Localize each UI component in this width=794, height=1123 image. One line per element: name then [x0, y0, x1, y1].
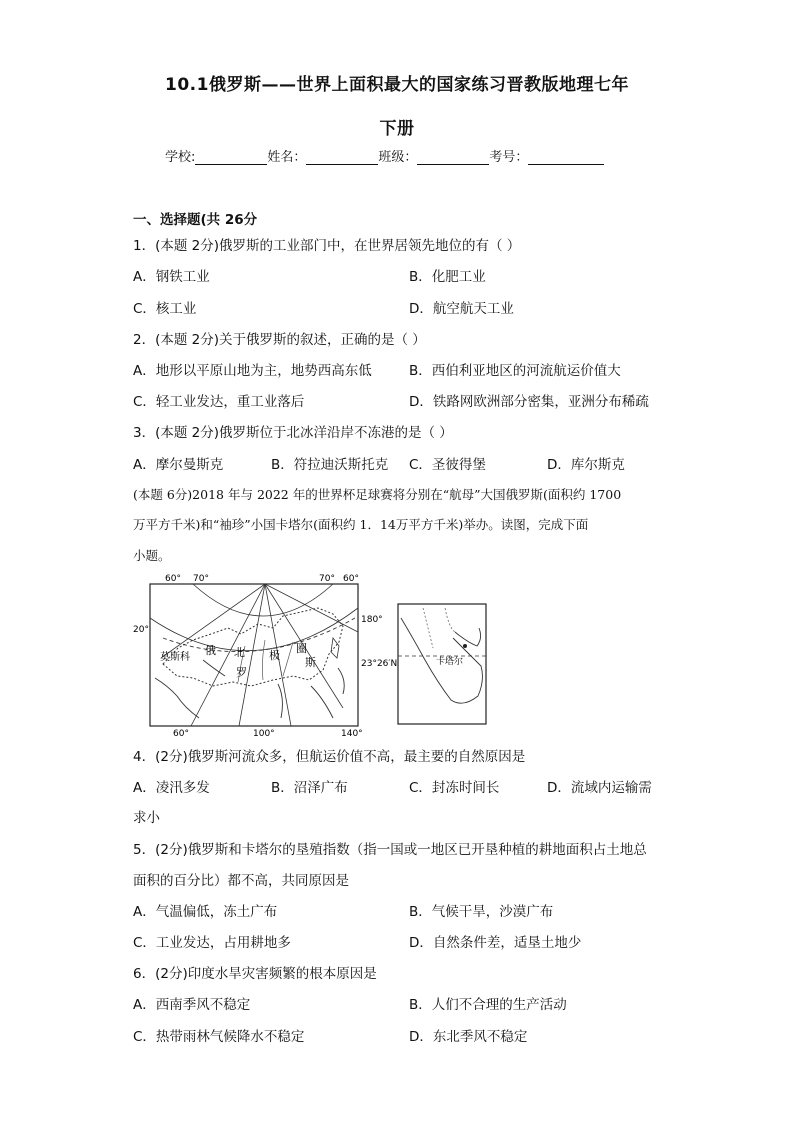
passage-line1: (本题 6分)2018 年与 2022 年的世界杯足球赛将分别在“航母”大国俄罗斯(面积约 1700 — [133, 487, 622, 502]
question-4-stem: 4．(2分)俄罗斯河流众多，但航运价值不高，最主要的自然原因是 — [133, 749, 526, 765]
question-3-stem: 3．(本题 2分)俄罗斯位于北冰洋沿岸不冻港的是（ ） — [133, 425, 453, 441]
q1-option-a[interactable]: A．钢铁工业 — [133, 269, 210, 285]
question-3-options — [133, 453, 693, 473]
moscow-label: 莫斯科 — [160, 652, 190, 663]
arctic-char-1: 北 — [234, 646, 245, 659]
lat-60-right-label: 60° — [343, 574, 359, 584]
q2-option-d[interactable]: D．铁路网欧洲部分密集，亚洲分布稀疏 — [409, 394, 649, 410]
q4-option-d-continuation: 求小 — [133, 810, 160, 826]
arctic-char-2: 极 — [269, 649, 280, 662]
question-6-options-row1 — [133, 993, 693, 1013]
class-field[interactable] — [417, 150, 489, 165]
question-6-options-row2 — [133, 1025, 693, 1045]
q3-option-b[interactable]: B．符拉迪沃斯托克 — [271, 457, 389, 473]
q5-option-b[interactable]: B．气候干旱，沙漠广布 — [409, 904, 554, 920]
question-5-stem-line1: 5．(2分)俄罗斯和卡塔尔的垦殖指数（指一国或一地区已开垦种植的耕地面积占土地总 — [133, 842, 647, 858]
q4-option-c[interactable]: C．封冻时间长 — [409, 780, 500, 796]
question-5-options-row2 — [133, 931, 693, 951]
name-label: 姓名： — [267, 150, 307, 165]
question-5-options-row1 — [133, 900, 693, 920]
class-label: 班级： — [378, 150, 418, 165]
q4-option-a[interactable]: A．凌汛多发 — [133, 780, 210, 796]
q6-option-d[interactable]: D．东北季风不稳定 — [409, 1029, 528, 1045]
q2-option-b[interactable]: B．西伯利亚地区的河流航运价值大 — [409, 363, 621, 379]
lon-100-bottom-label: 100° — [253, 729, 275, 738]
lon-70-left-label: 70° — [193, 574, 209, 584]
russia-char-2: 罗 — [236, 666, 247, 679]
question-2-options-row2 — [133, 390, 693, 410]
school-label: 学校: — [165, 150, 196, 165]
q3-option-a[interactable]: A．摩尔曼斯克 — [133, 457, 224, 473]
q5-option-d[interactable]: D．自然条件差，适垦土地少 — [409, 935, 582, 951]
q5-option-a[interactable]: A．气温偏低，冻土广布 — [133, 904, 278, 920]
student-info-row — [165, 146, 604, 165]
lon-140-bottom-label: 140° — [341, 729, 363, 738]
passage-line3: 小题。 — [133, 548, 171, 563]
question-6-stem: 6．(2分)印度水旱灾害频繁的根本原因是 — [133, 966, 377, 982]
q4-option-d[interactable]: D．流域内运输需 — [547, 780, 652, 796]
question-1-options-row2 — [133, 297, 693, 317]
russia-char-1: 俄 — [205, 644, 216, 657]
russia-char-3: 斯 — [305, 656, 316, 669]
q2-option-c[interactable]: C．轻工业发达，重工业落后 — [133, 394, 305, 410]
lat-60-left-label: 60° — [165, 574, 181, 584]
q3-option-d[interactable]: D．库尔斯克 — [547, 457, 625, 473]
russia-qatar-map — [133, 568, 493, 738]
question-2-options-row1 — [133, 359, 693, 379]
q6-option-c[interactable]: C．热带雨林气候降水不稳定 — [133, 1029, 305, 1045]
school-field[interactable] — [195, 150, 267, 165]
question-1-options-row1 — [133, 265, 693, 285]
lon-60-bottom-label: 60° — [173, 729, 189, 738]
lon-180-label: 180° — [361, 615, 383, 625]
question-1-stem: 1．(本题 2分)俄罗斯的工业部门中，在世界居领先地位的有（ ） — [133, 238, 521, 254]
q1-option-c[interactable]: C．核工业 — [133, 301, 197, 317]
number-field[interactable] — [528, 150, 604, 165]
q3-option-c[interactable]: C．圣彼得堡 — [409, 457, 486, 473]
q4-option-b[interactable]: B．沼泽广布 — [271, 780, 348, 796]
question-5-stem-line2: 面积的百分比）都不高，共同原因是 — [133, 873, 349, 889]
name-field[interactable] — [306, 150, 378, 165]
q1-option-b[interactable]: B．化肥工业 — [409, 269, 486, 285]
q2-option-a[interactable]: A．地形以平原山地为主，地势西高东低 — [133, 363, 372, 379]
question-4-options — [133, 776, 693, 796]
arctic-char-3: 圈 — [296, 642, 307, 655]
q6-option-b[interactable]: B．人们不合理的生产活动 — [409, 997, 567, 1013]
q5-option-c[interactable]: C．工业发达，占用耕地多 — [133, 935, 291, 951]
qatar-label: 卡塔尔 — [436, 657, 464, 667]
q1-option-d[interactable]: D．航空航天工业 — [409, 301, 514, 317]
q6-option-a[interactable]: A．西南季风不稳定 — [133, 997, 251, 1013]
section-heading: 一、选择题(共 26分 — [133, 212, 258, 228]
lon-70-right-label: 70° — [319, 574, 335, 584]
question-2-stem: 2．(本题 2分)关于俄罗斯的叙述，正确的是（ ） — [133, 332, 426, 348]
document-title-line2: 下册 — [379, 119, 415, 139]
number-label: 考号： — [489, 150, 529, 165]
passage-line2: 万平方千米)和“袖珍”小国卡塔尔(面积约 1．14万平方千米)举办。读图，完成下面 — [133, 517, 589, 532]
lon-20-label: 20° — [133, 625, 149, 635]
tropic-label: 23°26′N — [361, 659, 398, 669]
document-title-line1: 10.1俄罗斯——世界上面积最大的国家练习晋教版地理七年 — [165, 75, 629, 95]
qatar-marker — [463, 644, 467, 648]
